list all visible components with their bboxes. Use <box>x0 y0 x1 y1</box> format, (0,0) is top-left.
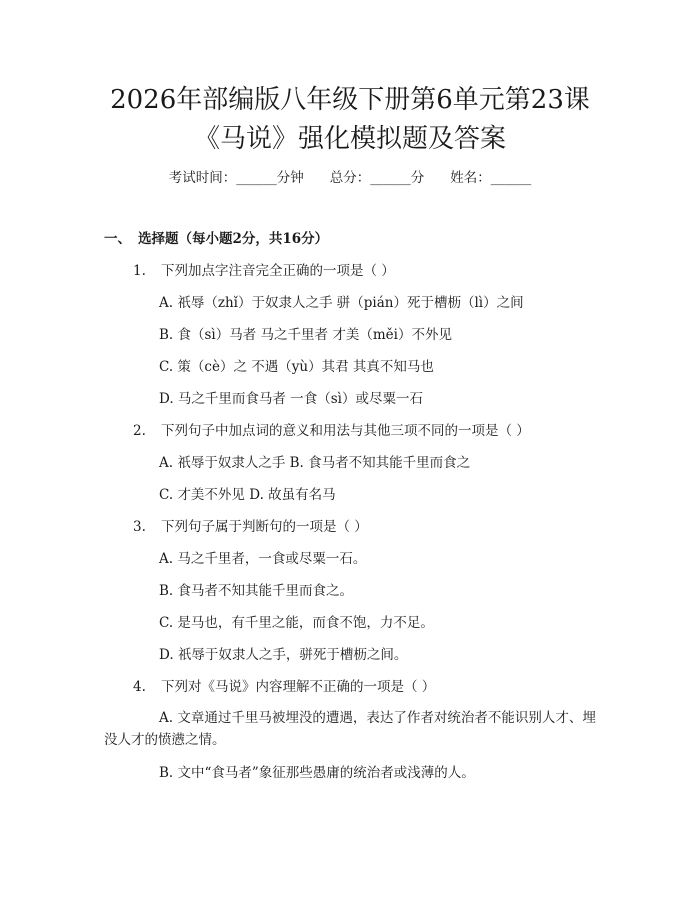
question-number: 3. <box>133 519 146 535</box>
question-stem: 下列句子属于判断句的一项是（ ） <box>161 519 368 535</box>
question-stem: 下列句子中加点词的意义和用法与其他三项不同的一项是（ ） <box>161 423 530 439</box>
question-4 <box>133 677 435 697</box>
section-number: 一、 <box>104 231 131 247</box>
q3-option-a: A. 马之千里者，一食或尽粟一石。 <box>159 551 367 567</box>
exam-info <box>0 168 700 188</box>
q1-option-b: B. 食（sì）马者 马之千里者 才美（měi）不外见 <box>159 327 452 343</box>
q4-option-b: B. 文中“食马者”象征那些愚庸的统治者或浅薄的人。 <box>159 765 475 781</box>
question-number: 4. <box>133 679 146 695</box>
question-number: 1. <box>133 263 146 279</box>
section-title: 选择题（每小题2分，共16分） <box>138 231 329 247</box>
exam-time: 考试时间：______分钟 <box>168 170 304 186</box>
q3-option-b: B. 食马者不知其能千里而食之。 <box>159 583 354 599</box>
q2-option-cd: C. 才美不外见 D. 故虽有名马 <box>159 487 336 503</box>
q2-option-ab: A. 祇辱于奴隶人之手 B. 食马者不知其能千里而食之 <box>159 455 471 471</box>
question-1 <box>133 261 395 281</box>
q4-option-a: A. 文章通过千里马被埋没的遭遇，表达了作者对统治者不能识别人才、埋没人才的愤懑之情。 <box>104 710 596 748</box>
question-3 <box>133 517 368 537</box>
q1-option-a: A. 祇辱（zhǐ）于奴隶人之手 骈（pián）死于槽枥（lì）之间 <box>159 295 524 311</box>
q3-option-d: D. 祇辱于奴隶人之手，骈死于槽枥之间。 <box>159 647 408 663</box>
question-number: 2. <box>133 423 146 439</box>
document-title-line1: 2026年部编版八年级下册第6单元第23课 <box>110 85 590 115</box>
document-title-line2: 《马说》强化模拟题及答案 <box>193 124 506 154</box>
q1-option-c: C. 策（cè）之 不遇（yù）其君 其真不知马也 <box>159 359 434 375</box>
q1-option-d: D. 马之千里而食马者 一食（sì）或尽粟一石 <box>159 391 423 407</box>
q3-option-c: C. 是马也，有千里之能，而食不饱，力不足。 <box>159 615 434 631</box>
exam-total-score: 总分：______分 <box>329 170 425 186</box>
question-stem: 下列对《马说》内容理解不正确的一项是（ ） <box>161 679 436 695</box>
student-name: 姓名：______ <box>450 170 532 186</box>
question-stem: 下列加点字注音完全正确的一项是（ ） <box>161 263 395 279</box>
section-heading <box>104 229 328 249</box>
question-2 <box>133 421 530 441</box>
